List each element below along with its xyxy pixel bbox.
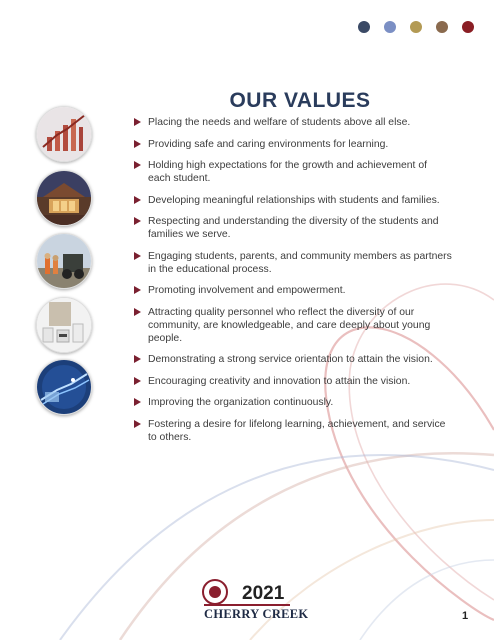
construction-photo bbox=[36, 233, 92, 289]
page-title: OUR VALUES bbox=[229, 89, 371, 112]
bullet-arrow-icon bbox=[134, 252, 141, 260]
seal-icon bbox=[202, 579, 228, 605]
bullet-arrow-icon bbox=[134, 355, 141, 363]
page-number: 1 bbox=[462, 610, 469, 622]
value-text: Encouraging creativity and innovation to attain the vision. bbox=[148, 375, 411, 387]
list-item bbox=[134, 194, 452, 207]
value-text: Placing the needs and welfare of students above all else. bbox=[148, 117, 411, 128]
list-item bbox=[134, 396, 452, 409]
tools-photo bbox=[36, 297, 92, 353]
bullet-arrow-icon bbox=[134, 308, 141, 316]
logo-rule bbox=[204, 604, 290, 606]
dot-red bbox=[462, 21, 474, 33]
dot-navy bbox=[358, 21, 370, 33]
value-text: Holding high expectations for the growth and achievement of each student. bbox=[148, 160, 427, 184]
header-dots bbox=[358, 21, 474, 33]
bullet-arrow-icon bbox=[134, 118, 141, 126]
dot-brown bbox=[436, 21, 448, 33]
dot-periwinkle bbox=[384, 21, 396, 33]
values-list bbox=[134, 116, 452, 452]
value-text: Engaging students, parents, and community members as partners in the educational process. bbox=[148, 250, 452, 275]
building-photo bbox=[36, 170, 92, 226]
value-text: Respecting and understanding the diversity of the students and families we serve. bbox=[148, 216, 439, 240]
value-text: Developing meaningful relationships with students and families. bbox=[148, 194, 440, 206]
list-item bbox=[134, 159, 452, 185]
bullet-arrow-icon bbox=[134, 161, 141, 169]
value-text: Promoting involvement and empowerment. bbox=[148, 285, 346, 296]
tech-photo bbox=[36, 359, 92, 415]
value-text: Attracting quality personnel who reflect the diversity of our community, are knowledgeable, and care deeply about young people. bbox=[148, 306, 431, 344]
cherry-creek-logo bbox=[202, 579, 309, 623]
list-item bbox=[134, 306, 452, 345]
list-item bbox=[134, 250, 452, 276]
list-item bbox=[134, 116, 452, 129]
value-text: Demonstrating a strong service orientation to attain the vision. bbox=[148, 354, 433, 365]
value-text: Fostering a desire for lifelong learning, achievement, and service to others. bbox=[148, 418, 446, 443]
logo-org-name: CHERRY CREEK bbox=[204, 607, 309, 621]
list-item bbox=[134, 375, 452, 388]
list-item bbox=[134, 215, 452, 241]
list-item bbox=[134, 353, 452, 366]
logo-year: 2021 bbox=[242, 583, 285, 604]
bullet-arrow-icon bbox=[134, 286, 141, 294]
dot-gold bbox=[410, 21, 422, 33]
bullet-arrow-icon bbox=[134, 196, 141, 204]
value-text: Providing safe and caring environments for learning. bbox=[148, 138, 389, 150]
bar-chart-photo bbox=[36, 106, 92, 162]
bullet-arrow-icon bbox=[134, 217, 141, 225]
list-item bbox=[134, 138, 452, 151]
list-item bbox=[134, 284, 452, 297]
list-item bbox=[134, 418, 452, 444]
value-text: Improving the organization continuously. bbox=[148, 397, 334, 408]
bullet-arrow-icon bbox=[134, 420, 141, 428]
bullet-arrow-icon bbox=[134, 398, 141, 406]
bullet-arrow-icon bbox=[134, 140, 141, 148]
bullet-arrow-icon bbox=[134, 377, 141, 385]
